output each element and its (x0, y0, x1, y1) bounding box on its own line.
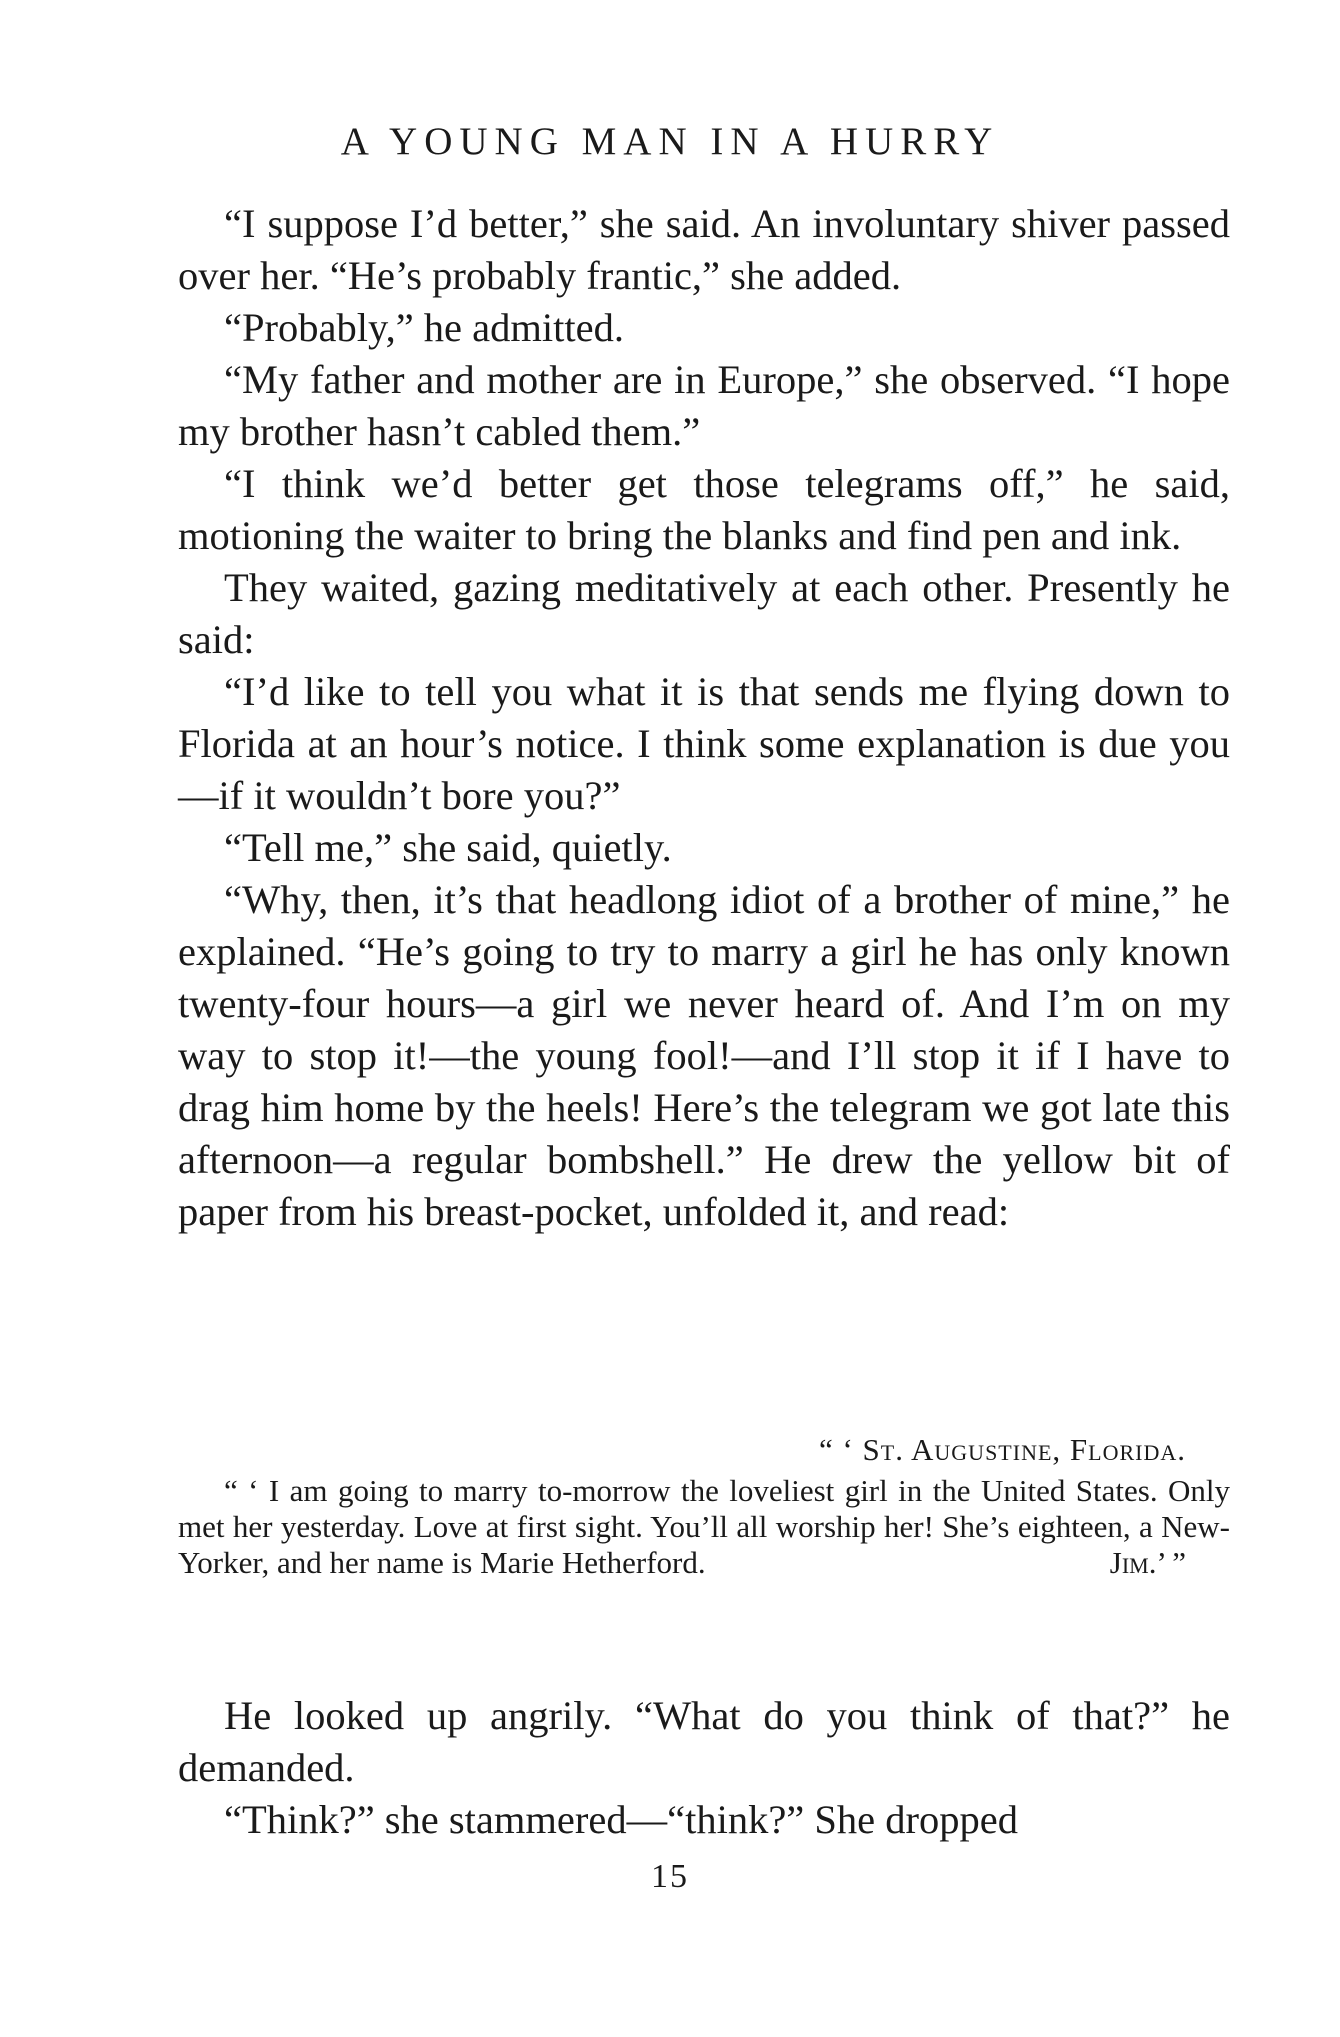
paragraph: They waited, gazing meditatively at each other. Presently he said: (178, 565, 1230, 662)
paragraph: “Probably,” he admitted. (224, 305, 624, 350)
paragraph: “I think we’d better get those telegrams off,” he said, motioning the waiter to bring the blanks and find pen and ink. (178, 461, 1230, 558)
body-text-upper (178, 198, 1230, 1238)
telegram-block (178, 1432, 1230, 1581)
paragraph: “Think?” she stammered—“think?” She dropped (224, 1797, 1018, 1842)
paragraph: “Tell me,” she said, quietly. (224, 825, 672, 870)
running-title: A YOUNG MAN IN A HURRY (340, 120, 1000, 163)
paragraph: “I suppose I’d better,” she said. An involuntary shiver passed over her. “He’s probably frantic,” she added. (178, 201, 1230, 298)
telegram-message-text: “ ‘ I am going to marry to-morrow the loveliest girl in the United States. Only met her yesterday. Love at first sight. You’ll all worship her! She’s eighteen, a New-Yorker, and her name is Marie Hetherford. (178, 1473, 1230, 1580)
paragraph: “My father and mother are in Europe,” she observed. “I hope my brother hasn’t cabled them.” (178, 357, 1230, 454)
paragraph: “I’d like to tell you what it is that sends me flying down to Florida at an hour’s notice. I think some explanation is due you—if it wouldn’t bore you?” (178, 669, 1230, 818)
telegram-message (178, 1473, 1230, 1581)
paragraph: “Why, then, it’s that headlong idiot of a brother of mine,” he explained. “He’s going to try to marry a girl he has only known twenty-four hours—a girl we never heard of. And I’m on my way to stop it!—the young fool!—and I’ll stop it if I have to drag him home by the heels! Here’s the telegram we got late this afternoon—a regular bombshell.” He drew the yellow bit of paper from his breast-pocket, unfolded it, and read: (178, 877, 1230, 1234)
telegram-place: “ ‘ St. Augustine, Florida. (818, 1432, 1186, 1467)
telegram-signature: Jim.’ ” (1109, 1545, 1186, 1580)
paragraph: He looked up angrily. “What do you think of that?” he demanded. (178, 1693, 1230, 1790)
page-number: 15 (651, 1858, 689, 1895)
body-text-lower (178, 1690, 1230, 1846)
